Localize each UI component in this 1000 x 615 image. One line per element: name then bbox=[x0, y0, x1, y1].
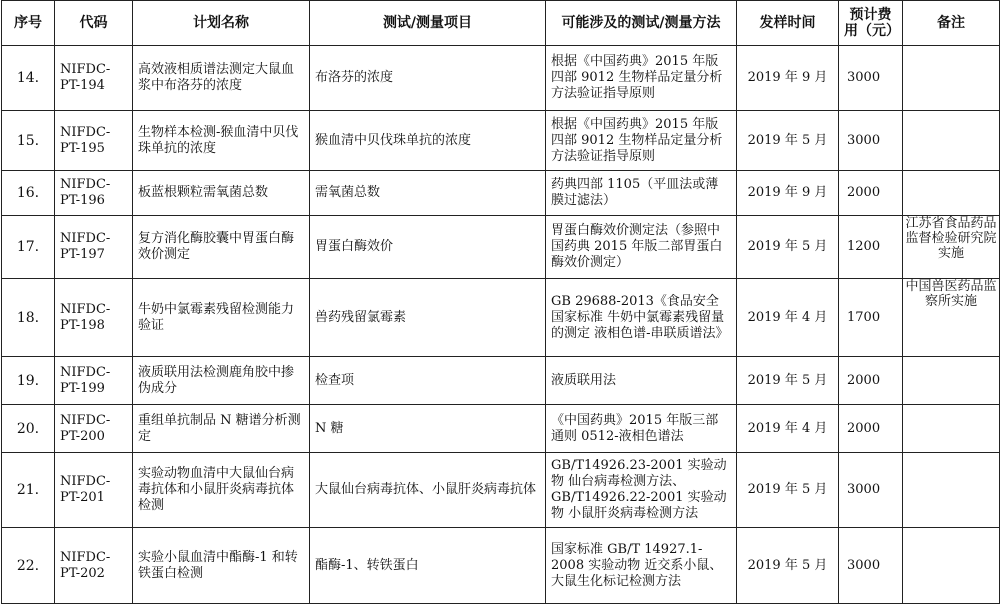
row-date: 2019 年 5 月 bbox=[737, 528, 839, 604]
row-plan-name: 重组单抗制品 N 糖谱分析测定 bbox=[133, 405, 310, 453]
row-note bbox=[903, 46, 1000, 111]
row-note bbox=[903, 453, 1000, 528]
row-code: NIFDC-PT-196 bbox=[55, 171, 133, 216]
row-method: GB 29688-2013《食品安全国家标准 牛奶中氯霉素残留量的测定 液相色谱-串联质谱法》 bbox=[546, 279, 737, 357]
row-plan-name: 牛奶中氯霉素残留检测能力验证 bbox=[133, 279, 310, 357]
row-code: NIFDC-PT-194 bbox=[55, 46, 133, 111]
row-index: 19. bbox=[2, 357, 55, 405]
row-method: 液质联用法 bbox=[546, 357, 737, 405]
row-note: 中国兽医药品监察所实施 bbox=[903, 279, 1000, 357]
row-cost: 3000 bbox=[839, 46, 903, 111]
table-row bbox=[2, 111, 1000, 171]
row-plan-name: 实验小鼠血清中酯酶-1 和转铁蛋白检测 bbox=[133, 528, 310, 604]
row-code: NIFDC-PT-195 bbox=[55, 111, 133, 171]
row-method: 国家标准 GB/T 14927.1-2008 实验动物 近交系小鼠、大鼠生化标记检测方法 bbox=[546, 528, 737, 604]
row-note bbox=[903, 111, 1000, 171]
row-date: 2019 年 5 月 bbox=[737, 216, 839, 279]
row-test-item: 胃蛋白酶效价 bbox=[310, 216, 546, 279]
row-date: 2019 年 9 月 bbox=[737, 171, 839, 216]
row-test-item: 需氧菌总数 bbox=[310, 171, 546, 216]
row-plan-name: 板蓝根颗粒需氧菌总数 bbox=[133, 171, 310, 216]
row-index: 20. bbox=[2, 405, 55, 453]
row-test-item: 检查项 bbox=[310, 357, 546, 405]
table-row bbox=[2, 46, 1000, 111]
row-note bbox=[903, 528, 1000, 604]
row-method: 根据《中国药典》2015 年版四部 9012 生物样品定量分析方法验证指导原则 bbox=[546, 46, 737, 111]
table-row bbox=[2, 453, 1000, 528]
row-index: 14. bbox=[2, 46, 55, 111]
row-test-item: 酯酶-1、转铁蛋白 bbox=[310, 528, 546, 604]
header-note: 备注 bbox=[903, 1, 1000, 46]
row-note bbox=[903, 357, 1000, 405]
row-date: 2019 年 4 月 bbox=[737, 405, 839, 453]
table-row bbox=[2, 279, 1000, 357]
row-note: 江苏省食品药品监督检验研究院实施 bbox=[903, 216, 1000, 279]
row-index: 15. bbox=[2, 111, 55, 171]
row-note bbox=[903, 171, 1000, 216]
row-test-item: 兽药残留氯霉素 bbox=[310, 279, 546, 357]
row-index: 16. bbox=[2, 171, 55, 216]
row-index: 21. bbox=[2, 453, 55, 528]
row-test-item: 布洛芬的浓度 bbox=[310, 46, 546, 111]
row-index: 22. bbox=[2, 528, 55, 604]
row-cost: 3000 bbox=[839, 111, 903, 171]
row-cost: 3000 bbox=[839, 528, 903, 604]
row-cost: 2000 bbox=[839, 405, 903, 453]
row-method: 胃蛋白酶效价测定法（参照中国药典 2015 年版二部胃蛋白酶效价测定） bbox=[546, 216, 737, 279]
table-row bbox=[2, 216, 1000, 279]
header-index: 序号 bbox=[2, 1, 55, 46]
row-code: NIFDC-PT-199 bbox=[55, 357, 133, 405]
row-date: 2019 年 5 月 bbox=[737, 357, 839, 405]
row-cost: 1200 bbox=[839, 216, 903, 279]
table-row bbox=[2, 357, 1000, 405]
row-date: 2019 年 9 月 bbox=[737, 46, 839, 111]
row-test-item: N 糖 bbox=[310, 405, 546, 453]
row-method: 根据《中国药典》2015 年版四部 9012 生物样品定量分析方法验证指导原则 bbox=[546, 111, 737, 171]
row-method: GB/T14926.23-2001 实验动物 仙台病毒检测方法、GB/T14926.22-2001 实验动物 小鼠肝炎病毒检测方法 bbox=[546, 453, 737, 528]
table-row bbox=[2, 405, 1000, 453]
row-index: 17. bbox=[2, 216, 55, 279]
row-plan-name: 生物样本检测-猴血清中贝伐珠单抗的浓度 bbox=[133, 111, 310, 171]
row-code: NIFDC-PT-200 bbox=[55, 405, 133, 453]
row-plan-name: 液质联用法检测鹿角胶中掺伪成分 bbox=[133, 357, 310, 405]
header-method: 可能涉及的测试/测量方法 bbox=[546, 1, 737, 46]
table-row bbox=[2, 528, 1000, 604]
table-row bbox=[2, 171, 1000, 216]
header-date: 发样时间 bbox=[737, 1, 839, 46]
row-code: NIFDC-PT-197 bbox=[55, 216, 133, 279]
row-method: 药典四部 1105（平皿法或薄膜过滤法） bbox=[546, 171, 737, 216]
row-code: NIFDC-PT-198 bbox=[55, 279, 133, 357]
header-test-item: 测试/测量项目 bbox=[310, 1, 546, 46]
header-row bbox=[2, 1, 1000, 46]
row-cost: 1700 bbox=[839, 279, 903, 357]
row-date: 2019 年 4 月 bbox=[737, 279, 839, 357]
row-date: 2019 年 5 月 bbox=[737, 111, 839, 171]
row-cost: 2000 bbox=[839, 171, 903, 216]
header-plan-name: 计划名称 bbox=[133, 1, 310, 46]
row-test-item: 大鼠仙台病毒抗体、小鼠肝炎病毒抗体 bbox=[310, 453, 546, 528]
row-note bbox=[903, 405, 1000, 453]
plan-table bbox=[1, 0, 1000, 604]
row-cost: 3000 bbox=[839, 453, 903, 528]
header-code: 代码 bbox=[55, 1, 133, 46]
row-cost: 2000 bbox=[839, 357, 903, 405]
row-method: 《中国药典》2015 年版三部通则 0512-液相色谱法 bbox=[546, 405, 737, 453]
row-code: NIFDC-PT-201 bbox=[55, 453, 133, 528]
row-date: 2019 年 5 月 bbox=[737, 453, 839, 528]
row-plan-name: 实验动物血清中大鼠仙台病毒抗体和小鼠肝炎病毒抗体检测 bbox=[133, 453, 310, 528]
row-index: 18. bbox=[2, 279, 55, 357]
row-code: NIFDC-PT-202 bbox=[55, 528, 133, 604]
header-cost: 预计费用（元） bbox=[839, 1, 903, 46]
row-plan-name: 复方消化酶胶囊中胃蛋白酶效价测定 bbox=[133, 216, 310, 279]
row-test-item: 猴血清中贝伐珠单抗的浓度 bbox=[310, 111, 546, 171]
row-plan-name: 高效液相质谱法测定大鼠血浆中布洛芬的浓度 bbox=[133, 46, 310, 111]
